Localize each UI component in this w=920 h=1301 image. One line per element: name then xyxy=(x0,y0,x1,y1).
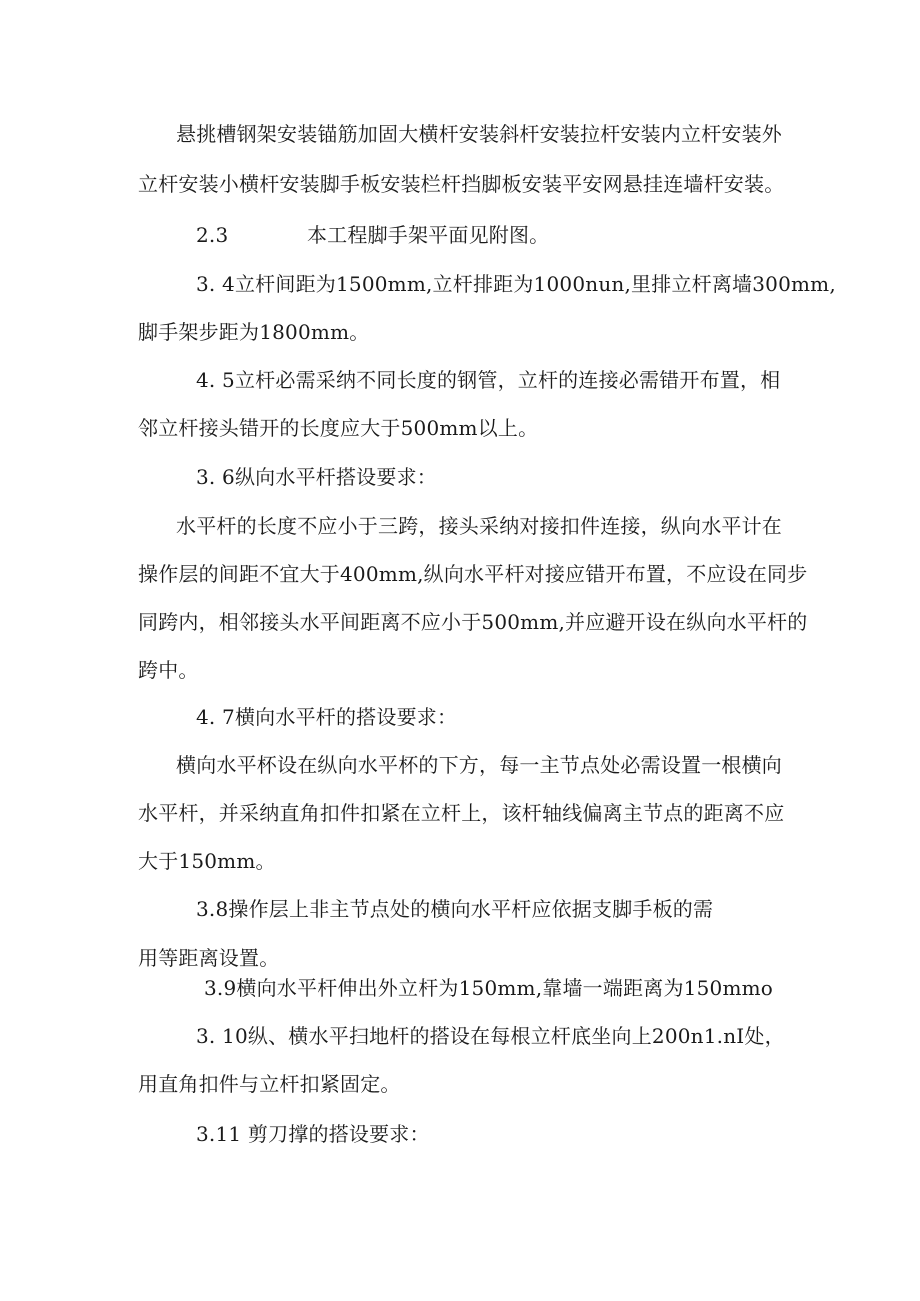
section-heading: 2.3 本工程脚手架平面见附图。 xyxy=(196,223,550,247)
section-heading: 4. 7横向水平杆的搭设要求： xyxy=(196,705,458,729)
text-line: 跨中。 xyxy=(138,658,199,682)
text-line: 用直角扣件与立杆扣紧固定。 xyxy=(138,1072,401,1096)
text-line: 3. 4立杆间距为1500mm,立杆排距为1000nun,里排立杆离墙300mm, xyxy=(196,272,836,296)
section-heading: 3.11 剪刀撑的搭设要求： xyxy=(196,1122,430,1146)
text-line: 邻立杆接头错开的长度应大于500mm以上。 xyxy=(138,416,539,440)
text-line: 悬挑槽钢架安装锚筋加固大横杆安装斜杆安装拉杆安装内立杆安装外 xyxy=(176,122,782,146)
text-line: 横向水平杯设在纵向水平杯的下方，每一主节点处必需设置一根横向 xyxy=(176,753,782,777)
text-line: 水平杆，并采纳直角扣件扣紧在立杆上，该杆轴线偏离主节点的距离不应 xyxy=(138,801,785,825)
text-line: 用等距离设置。 xyxy=(138,946,280,970)
text-line: 大于150mm。 xyxy=(138,849,276,873)
text-line: 操作层的间距不宜大于400mm,纵向水平杆对接应错开布置，不应设在同步 xyxy=(138,562,808,586)
text-line: 脚手架步距为1800mm。 xyxy=(138,320,370,344)
text-line: 同跨内，相邻接头水平间距离不应小于500mm,并应避开设在纵向水平杆的 xyxy=(138,610,808,634)
text-line: 3. 10纵、横水平扫地杆的搭设在每根立杆底坐向上200n1.nI处， xyxy=(196,1024,785,1048)
section-heading: 3. 6纵向水平杆搭设要求： xyxy=(196,465,437,489)
text-line: 水平杆的长度不应小于三跨，接头采纳对接扣件连接，纵向水平计在 xyxy=(176,514,782,538)
text-line: 3.8操作层上非主节点处的横向水平杆应依据支脚手板的需 xyxy=(196,897,714,921)
text-line: 立杆安装小横杆安装脚手板安装栏杆挡脚板安装平安网悬挂连墙杆安装。 xyxy=(138,172,785,196)
text-line: 3.9横向水平杆伸出外立杆为150mm,靠墙一端距离为150mmo xyxy=(204,976,774,1000)
text-line: 4. 5立杆必需采纳不同长度的钢管，立杆的连接必需错开布置，相 xyxy=(196,368,781,392)
